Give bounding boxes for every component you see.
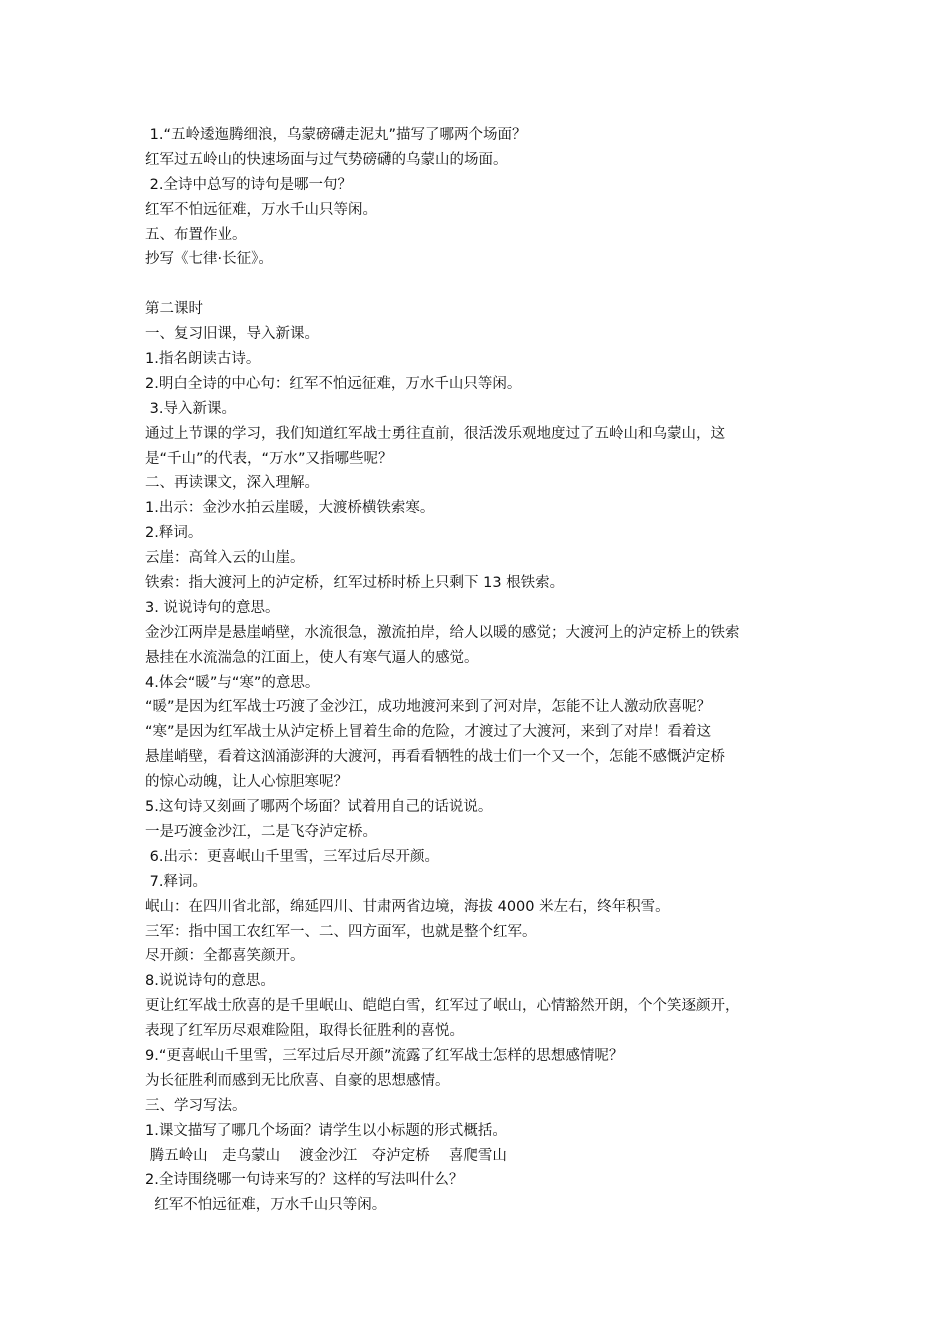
reread-item-3: 3. 说说诗句的意思。	[145, 599, 280, 616]
meaning-paragraph-line-2: 悬挂在水流湍急的江面上，使人有寒气逼人的感觉。	[145, 649, 479, 666]
answer-1: 红军过五岭山的快速场面与过气势磅礴的乌蒙山的场面。	[145, 151, 508, 168]
cold-explanation-line-3: 的惊心动魄，让人心惊胆寒呢？	[145, 774, 348, 791]
reread-item-9: 9.“更喜岷山千里雪，三军过后尽开颜”流露了红军战士怎样的思想感情呢？	[145, 1047, 624, 1064]
intro-paragraph-line-2: 是“千山”的代表，“万水”又指哪些呢？	[145, 450, 393, 467]
lesson-title: 第二课时	[145, 301, 203, 318]
definition-sanjun: 三军：指中国工农红军一、二、四方面军，也就是整个红军。	[145, 923, 537, 940]
review-item-2: 2.明白全诗的中心句：红军不怕远征难，万水千山只等闲。	[145, 375, 522, 392]
section-heading-reread: 二、再读课文，深入理解。	[145, 475, 319, 492]
minshan-paragraph-line-1: 更让红军战士欣喜的是千里岷山、皑皑白雪，红军过了岷山，心情豁然开朗，个个笑逐颜开，	[145, 998, 740, 1015]
answer-2: 红军不怕远征难，万水千山只等闲。	[145, 201, 377, 218]
writing-item-1: 1.课文描写了哪几个场面？请学生以小标题的形式概括。	[145, 1122, 507, 1139]
central-line-answer: 红军不怕远征难，万水千山只等闲。	[145, 1197, 387, 1214]
section-heading-homework: 五、布置作业。	[145, 226, 247, 243]
intro-paragraph-line-1: 通过上节课的学习，我们知道红军战士勇往直前，很活泼乐观地度过了五岭山和乌蒙山，这	[145, 425, 725, 442]
homework-text: 抄写《七律·长征》。	[145, 251, 273, 268]
minshan-paragraph-line-2: 表现了红军历尽艰难险阻，取得长征胜利的喜悦。	[145, 1023, 464, 1040]
meaning-paragraph-line-1: 金沙江两岸是悬崖峭壁，水流很急，激流拍岸，给人以暖的感觉；大渡河上的泸定桥上的铁索	[145, 624, 740, 641]
definition-jinkaiyan: 尽开颜：全都喜笑颜开。	[145, 948, 305, 965]
question-2: 2.全诗中总写的诗句是哪一句？	[145, 176, 352, 193]
definition-minshan: 岷山：在四川省北部，绵延四川、甘肃两省边境，海拔 4000 米左右，终年积雪。	[145, 898, 670, 915]
reread-item-7: 7.释词。	[145, 873, 207, 890]
reread-item-4: 4.体会“暖”与“寒”的意思。	[145, 674, 320, 691]
question-1: 1.“五岭逶迤腾细浪，乌蒙磅礴走泥丸”描写了哪两个场面？	[145, 127, 527, 143]
reread-item-6: 6.出示：更喜岷山千里雪，三军过后尽开颜。	[145, 848, 439, 865]
scenes-answer: 一是巧渡金沙江，二是飞夺泸定桥。	[145, 823, 377, 840]
reread-item-2: 2.释词。	[145, 525, 203, 542]
cold-explanation-line-2: 悬崖峭壁，看着这汹涌澎湃的大渡河，再看看牺牲的战士们一个又一个，怎能不感慨泸定桥	[145, 749, 725, 766]
definition-yunya: 云崖：高耸入云的山崖。	[145, 550, 305, 567]
warm-explanation: “暖”是因为红军战士巧渡了金沙江，成功地渡河来到了河对岸，怎能不让人激动欣喜呢？	[145, 699, 712, 716]
writing-item-2: 2.全诗围绕哪一句诗来写的？这样的写法叫什么？	[145, 1172, 464, 1189]
section-heading-review: 一、复习旧课，导入新课。	[145, 326, 319, 343]
definition-tiesuo: 铁索：指大渡河上的泸定桥，红军过桥时桥上只剩下 13 根铁索。	[145, 575, 565, 592]
feeling-answer: 为长征胜利而感到无比欣喜、自豪的思想感情。	[145, 1072, 450, 1089]
scene-subtitles: 腾五岭山 走乌蒙山 渡金沙江 夺泸定桥 喜爬雪山	[145, 1147, 507, 1164]
reread-item-8: 8.说说诗句的意思。	[145, 973, 275, 990]
blank-line	[145, 272, 815, 297]
cold-explanation-line-1: “寒”是因为红军战士从泸定桥上冒着生命的危险，才渡过了大渡河，来到了对岸！看着这	[145, 724, 712, 741]
lesson-plan-body	[145, 123, 815, 1218]
review-item-1: 1.指名朗读古诗。	[145, 351, 261, 368]
section-heading-writing: 三、学习写法。	[145, 1097, 247, 1114]
reread-item-5: 5.这句诗又刻画了哪两个场面？试着用自己的话说说。	[145, 799, 493, 816]
reread-item-1: 1.出示：金沙水拍云崖暖，大渡桥横铁索寒。	[145, 500, 435, 517]
review-item-3: 3.导入新课。	[145, 400, 236, 417]
